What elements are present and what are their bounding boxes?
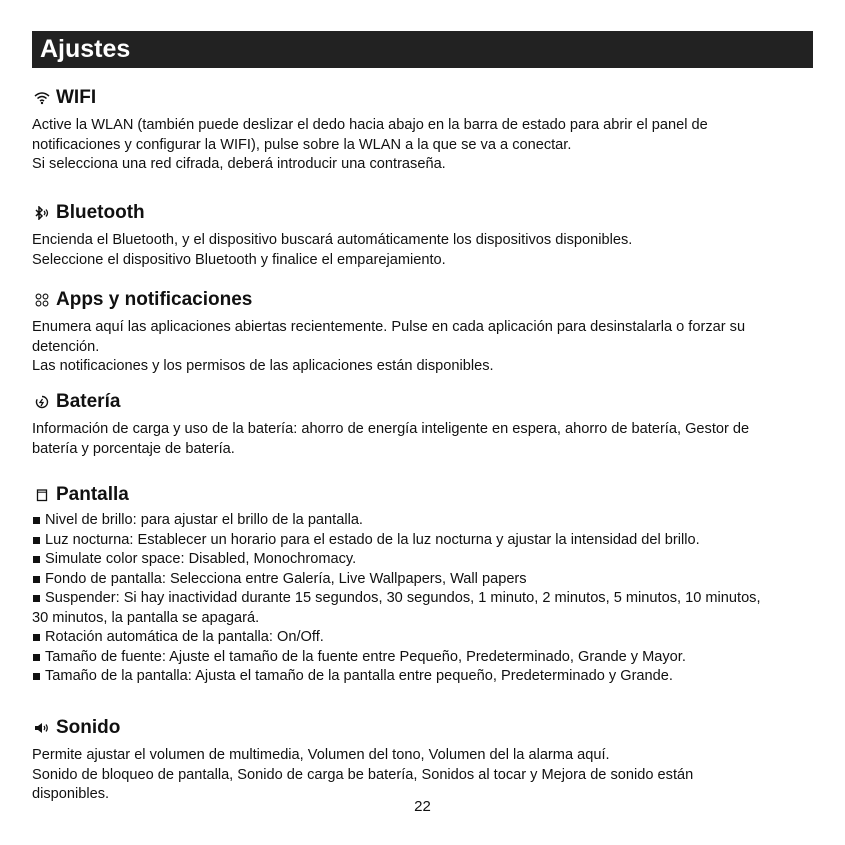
bullet-square-icon xyxy=(33,556,40,563)
section-display xyxy=(32,483,822,687)
list-item: Tamaño de la pantalla: Ajusta el tamaño de la pantalla entre pequeño, Predeterminado y Grande. xyxy=(32,667,822,687)
paragraph: Encienda el Bluetooth, y el dispositivo buscará automáticamente los dispositivos disponibles. xyxy=(32,232,633,248)
bullet-square-icon xyxy=(33,634,40,641)
bullet-square-icon xyxy=(33,654,40,661)
heading-text: Apps y notificaciones xyxy=(56,289,253,310)
paragraph: Sonido de bloqueo de pantalla, Sonido de carga be batería, Sonidos al tocar y Mejora de sonido están xyxy=(32,766,694,783)
bullet-square-icon xyxy=(33,576,40,583)
battery-icon xyxy=(34,394,50,410)
heading-text: WIFI xyxy=(56,87,97,108)
wifi-icon xyxy=(34,90,50,106)
paragraph: Permite ajustar el volumen de multimedia, Volumen del tono, Volumen del la alarma aquí. xyxy=(32,747,610,763)
bluetooth-icon xyxy=(34,205,50,221)
page-number: 22 xyxy=(414,798,431,815)
heading-text: Pantalla xyxy=(56,484,129,505)
bullet-square-icon xyxy=(33,673,40,680)
section-sound xyxy=(32,716,822,805)
paragraph: Si selecciona una red cifrada, deberá introducir una contraseña. xyxy=(32,156,446,172)
heading-text: Sonido xyxy=(56,717,121,738)
title-bar xyxy=(32,31,813,68)
list-item: Luz nocturna: Establecer un horario para el estado de la luz nocturna y ajustar la intensidad del brillo. xyxy=(32,531,822,551)
paragraph: Active la WLAN (también puede deslizar el dedo hacia abajo en la barra de estado para abrir el panel de xyxy=(32,117,708,133)
paragraph: notificaciones y configurar la WIFI), pulse sobre la WLAN a la que se va a conectar. xyxy=(32,136,572,153)
apps-grid-icon xyxy=(34,292,50,308)
list-item: Tamaño de fuente: Ajuste el tamaño de la fuente entre Pequeño, Predeterminado, Grande y Mayor. xyxy=(32,648,822,668)
paragraph: Seleccione el dispositivo Bluetooth y finalice el emparejamiento. xyxy=(32,251,446,268)
paragraph: disponibles. xyxy=(32,786,110,802)
list-item: Fondo de pantalla: Selecciona entre Galería, Live Wallpapers, Wall papers xyxy=(32,570,822,590)
list-item: Nivel de brillo: para ajustar el brillo de la pantalla. xyxy=(32,511,822,531)
section-battery xyxy=(32,390,822,459)
display-icon xyxy=(34,487,50,503)
section-bluetooth xyxy=(32,201,822,270)
list-item-continuation: 30 minutos, la pantalla se apagará. xyxy=(32,609,260,626)
section-heading-wifi xyxy=(32,86,822,110)
section-heading-sound xyxy=(32,716,822,740)
section-heading-display xyxy=(32,483,822,507)
bullet-square-icon xyxy=(33,517,40,524)
paragraph: Las notificaciones y los permisos de las aplicaciones están disponibles. xyxy=(32,358,494,374)
bullet-square-icon xyxy=(33,595,40,602)
section-heading-bluetooth xyxy=(32,201,822,225)
heading-text: Batería xyxy=(56,391,121,412)
section-heading-battery xyxy=(32,390,822,414)
section-wifi xyxy=(32,86,822,175)
heading-text: Bluetooth xyxy=(56,202,145,223)
list-item: Rotación automática de la pantalla: On/Off. xyxy=(32,628,822,648)
page-title: Ajustes xyxy=(40,35,131,63)
section-heading-apps xyxy=(32,288,822,312)
paragraph: batería y porcentaje de batería. xyxy=(32,440,235,457)
speaker-icon xyxy=(34,720,50,736)
list-item: Suspender: Si hay inactividad durante 15 segundos, 30 segundos, 1 minuto, 2 minutos, 5 minutos, 10 minutos, xyxy=(32,589,822,609)
paragraph: Información de carga y uso de la batería: ahorro de energía inteligente en espera, ahorro de batería, Gestor de xyxy=(32,421,750,437)
list-item: Simulate color space: Disabled, Monochromacy. xyxy=(32,550,822,570)
paragraph: detención. xyxy=(32,338,100,355)
paragraph: Enumera aquí las aplicaciones abiertas recientemente. Pulse en cada aplicación para desinstalarla o forzar su xyxy=(32,319,746,335)
bullet-square-icon xyxy=(33,537,40,544)
section-apps xyxy=(32,288,822,377)
